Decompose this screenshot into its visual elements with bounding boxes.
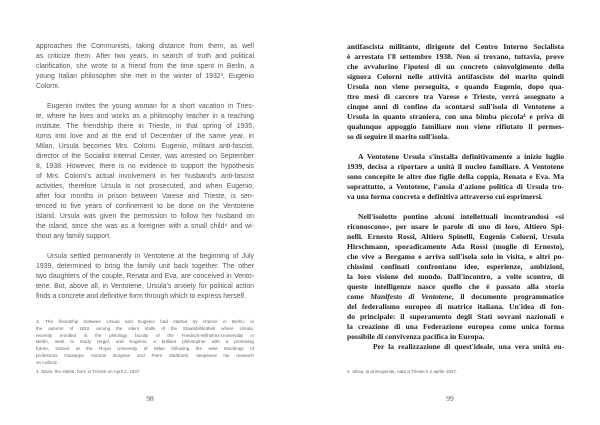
text-line: director of the Socialist Internal Center, was arrested on September [36,153,254,160]
paragraph-gap [347,142,564,152]
paragraph [347,369,564,376]
text-line: future, trained at the Royal University of Milan following the wise teachings of [36,346,254,352]
text-line: chissimi confinati confrontano idee, esperienze, ambizioni, [347,262,564,271]
right-footnotes [347,369,564,376]
paragraph [36,42,254,92]
paragraph [347,42,564,142]
text-line: two daughters of the couple, Renata and Eva, are conceived in Vento- [36,273,254,280]
text-line: on Leibniz… [36,359,62,365]
text-line: clarification, she wrote to a friend from the time spent in Berlin, a [36,63,254,70]
page-number-left: 98 [146,394,154,403]
paragraph-gap [36,242,254,252]
text-line: tene. But, above all, in Ventotene, Ursula's anxiety for political action [36,283,254,290]
text-line: possibile di convivenza pacifica in Europa. [347,332,485,341]
text-line: 1939, determined to bring the family unit back together. The other [36,263,254,270]
text-line: Hirschmann, sporadicamente Ada Rossi (moglie di Ernesto), [347,242,564,251]
text-line: queste intelligenze nasce quello che è passato alla storia [347,282,564,291]
paragraph-gap [347,202,564,212]
book-title-italic: Manifesto di Ventotene [370,292,452,301]
text-line: te, where he lives and works as a philosophy teacher in a teaching [36,113,254,120]
text-line: approaches the Communists, taking distance from them, as well [36,43,254,50]
text-line: Ursula settled permanently in Ventotene at the beginning of July [47,253,254,260]
text-segment: , il documento programmatico [451,292,564,301]
text-line: riconoscono», per usare le parole di uno di loro, Altiero Spi- [347,222,564,231]
text-line: va una forma concreta e definitiva attraverso cui esprimersi. [347,192,543,201]
text-segment: come [347,292,371,301]
left-body-text [36,42,254,302]
text-line-with-title [347,292,564,302]
paragraph [36,369,254,376]
text-line: è arrestato l'8 settembre 1938. Non si trovano, tuttavia, prove [347,52,564,61]
text-line: Ursula non viene perseguita, e quando Eugenio, dopo qua- [347,82,564,91]
text-line: after four months in prison between Varese and Trieste, is sen- [36,193,254,200]
text-line: Milan, Ursula becomes Mrs. Colorni. Eugenio, militant anti-fascist, [36,143,254,150]
text-line: la loro visione del mondo. Dall'incontro, a volte scontro, di [347,272,564,281]
text-line: la creazione di una Federazione europea come unica forma [347,322,564,331]
text-line: 4. Silvia, the eldest, born in Trieste on April 2, 1937. [36,368,141,374]
text-line: turns into love and at the end of December of the same year, in [36,133,254,140]
text-line: so di seguire il marito sull'isola. [347,132,449,141]
text-line: 8, 1938. However, there is no evidence to support the hypothesis [36,163,254,170]
continuation-line: Per la realizzazione di quest'ideale, una vera unità eu- [373,342,564,351]
text-line: qualunque appoggio familiare non viene rifiutato il permes- [347,122,564,131]
text-line: of Mrs. Colorni's actual involvement in her husband's anti-fascist [36,173,254,180]
text-line: thout any family support. [36,233,112,240]
text-line: activities, therefore Ursula is not prosecuted, and when Eugenio, [36,183,254,190]
left-footnotes [36,319,254,375]
text-line: Colorni. [36,83,60,90]
text-line: the island, since she was as a foreigner with a small child⁴ and wi- [36,223,254,230]
text-line: antifascista militante, dirigente del Centro Interno Socialista [347,42,564,51]
text-line: finds a concrete and definitive form through which to express herself. [36,293,246,300]
text-line: che avvalorino l'ipotesi di un concreto coinvolgimento della [347,62,564,71]
text-line: do principale: il superamento degli Stati sovrani nazionali e [347,312,564,321]
page-number-right: 99 [446,394,454,403]
text-line: young Italian philosopher she met in the winter of 1932³, Eugenio [36,73,254,80]
paragraph [347,212,564,342]
text-line: ttro mesi di carcere tra Varese e Trieste, verrà assegnato a [347,92,564,101]
text-line: Berlin, went to study Hegel, and Eugenio, a brilliant philosopher with a promising [36,339,254,345]
text-line: professors Giuseppe Antonio Borgese and Piero Martinetti, deepened his research [36,352,254,358]
text-line: A Ventotene Ursula s'installa definitivamente a inizio luglio [358,152,564,161]
text-line: island. Ursula was given the permission to follow her husband on [36,213,254,220]
paragraph [347,152,564,202]
right-body-text [347,42,564,352]
paragraph [36,252,254,302]
text-line: Eugenio invites the young woman for a short vacation in Tries- [47,103,254,110]
text-line: 1939, decisa a riportare a unità il nucleo familiare. A Ventotene [347,162,564,171]
paragraph-gap [36,92,254,102]
text-line: 3. The friendship between Ursula and Eugenio had started by chance in Berlin, in [36,319,254,324]
text-line: signora Colorni nelle attività antifasciste del marito quindi [347,72,564,81]
text-line: Nell'isolotto pontino alcuni intellettuali incontrandosi «si [358,212,564,221]
text-line: soprattutto, a Ventotene, l'ansia d'azione politica di Ursula tro- [347,182,564,191]
text-line: tenced to five years of confinement to be done on the Ventotene [36,203,254,210]
text-line: del federalismo europeo di matrice italiana. Un'idea di fon- [347,302,564,311]
text-line: recently enrolled in the philology faculty of the Friedrich-Wilhelms-Universität in [36,332,254,338]
text-line: che vive a Bergamo e arriva sull'isola solo in visita, e altri po- [347,252,564,261]
paragraph [36,319,254,367]
text-line: 4. Silvia, la primogenita, nata a Trieste il 2 aprile 1937. [347,369,458,374]
text-line: nelli. Ernesto Rossi, Altiero Spinelli, Eugenio Colorni, Ursula [347,232,564,241]
paragraph [36,102,254,242]
text-line: cinque anni di confino da scontarsi sull'isola di Ventotene a [347,102,564,111]
text-line: institute. The friendship there in Trieste, in that spring of 1935, [36,123,254,130]
text-line: Ursula in quanto straniera, con una bimba piccola⁴ e priva di [347,112,564,121]
text-line: as criticize them. After two years, in search of truth and political [36,53,254,60]
text-line: sono concepite le altre due figlie della coppia, Renata e Eva. Ma [347,172,564,181]
right-page [300,0,600,425]
text-line: the autumn of 1932, among the silent stalls of the Staatsbibliothek where Ursula, [36,325,254,331]
